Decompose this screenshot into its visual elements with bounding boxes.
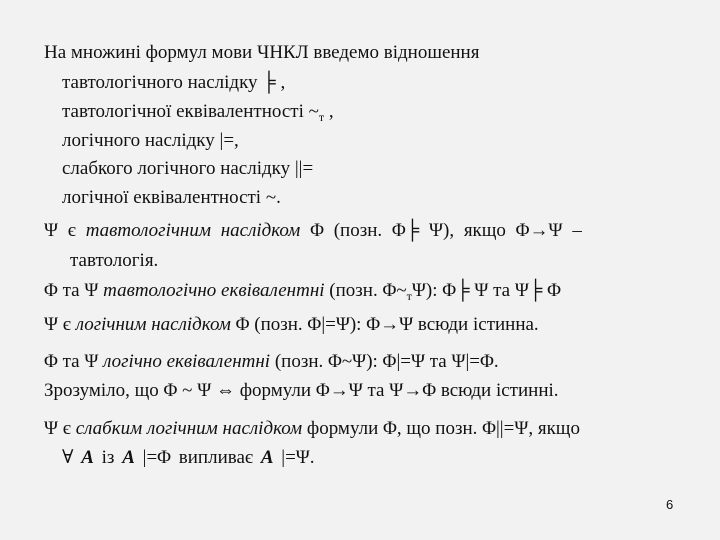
text: |=Φ випливає [134,447,261,468]
page-number: 6 [666,497,674,512]
term: слабким логічним наслідком [75,418,303,439]
paragraph-logical-equivalence [44,351,499,373]
text: (позн. Φ~Ψ): Φ|=Ψ та Ψ|=Φ. [270,351,499,372]
intro-line: На множині формул мови ЧНКЛ введемо відношення [44,42,480,63]
paragraph-tautological-equivalence [44,280,561,307]
paragraph-equivalence-note: Зрозуміло, що Φ ~ Ψ ⇔ формули Φ→Ψ та Ψ→Φ всюди істинні. [44,380,559,401]
paragraph-weak-logical-consequence [44,418,580,440]
term: тавтологічним наслідком [85,220,301,241]
term: A [122,447,135,468]
text: Ψ є [44,220,86,241]
text: (позн. Φ~ [324,280,407,301]
text: , [324,101,334,122]
term: тавтологічно еквівалентні [103,280,325,301]
text: Φ та Ψ [44,280,104,301]
text: Ψ): Φ╞ Ψ та Ψ╞ Φ [411,280,561,301]
text: Ψ є [44,314,76,335]
text: Φ (позн. Φ|=Ψ): Φ→Ψ всюди істинна. [230,314,539,335]
paragraph-continuation [62,447,315,469]
definition-tautological-equivalence [62,101,334,128]
definition-weak-logical-consequence: слабкого логічного наслідку ||= [62,158,314,179]
text: Ψ є [44,418,76,439]
term: логічно еквівалентні [103,351,271,372]
subscript: т [406,289,412,303]
text: Φ та Ψ [44,351,104,372]
paragraph-tautological-consequence [44,220,582,242]
text: ∀ [62,447,82,468]
paragraph-logical-consequence [44,314,539,336]
paragraph-continuation: тавтологія. [70,250,159,271]
definition-logical-consequence: логічного наслідку |=, [62,130,239,151]
text: |=Ψ. [273,447,315,468]
subscript: т [318,110,325,124]
term: A [81,447,94,468]
definition-tautological-consequence: тавтологічного наслідку ╞ , [62,72,286,93]
term: логічним наслідком [75,314,231,335]
term: A [260,447,274,468]
text: із [93,447,123,468]
text: Φ (позн. Φ╞ Ψ), якщо Φ→Ψ – [300,220,582,241]
definition-logical-equivalence: логічної еквівалентності ~. [62,187,281,208]
text: тавтологічної еквівалентності ~ [62,101,319,122]
text: формули Φ, що позн. Φ||=Ψ, якщо [302,418,580,439]
